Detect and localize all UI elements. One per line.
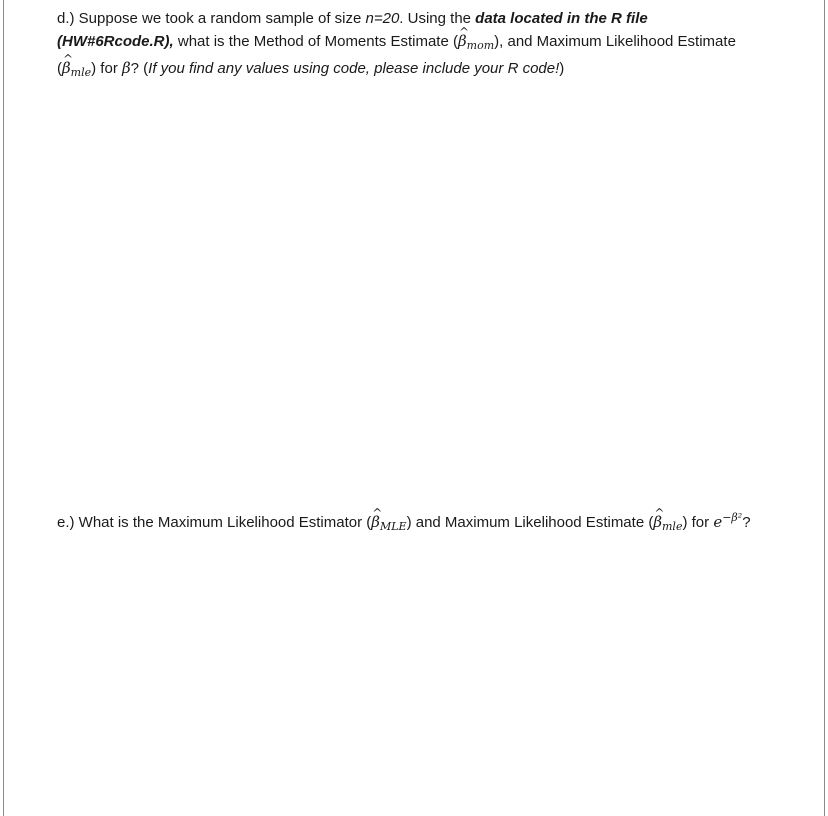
page-border-right <box>824 0 825 816</box>
question-e-mid: ) and Maximum Likelihood Estimate ( <box>406 514 654 531</box>
question-e-line-1 <box>57 507 751 538</box>
question-d-prefix: d.) Suppose we took a random sample of size <box>57 10 366 27</box>
question-e-end: ? <box>742 514 751 531</box>
MLE-subscript: MLE <box>379 520 407 533</box>
question-d-mle-text: ), and Maximum Likelihood Estimate <box>494 33 736 50</box>
open-paren: ( <box>57 60 62 77</box>
question-e-for: ) for <box>682 514 714 531</box>
question-d-line-1 <box>57 8 736 30</box>
mle-subscript: mle <box>70 66 92 79</box>
r-file-emphasis: data located in the R file <box>475 10 648 27</box>
question-d-line-2 <box>57 30 736 57</box>
question-d-for: ) for <box>91 60 122 77</box>
sample-size: n=20 <box>365 10 400 27</box>
beta-symbol: β <box>121 59 131 77</box>
mle-subscript-e: mle <box>662 520 683 533</box>
beta-hat-mle-e: ^ β <box>653 511 662 533</box>
question-d-line-3 <box>57 57 736 84</box>
question-d-mid: . Using the <box>399 10 476 27</box>
beta-hat-MLE: ^ β <box>371 511 380 533</box>
r-file-name: (HW#6Rcode.R), <box>57 33 174 50</box>
exp-exponent: −β² <box>722 511 743 524</box>
mom-subscript: mom <box>466 39 495 52</box>
exp-base: e <box>713 513 723 531</box>
question-mark: ? ( <box>130 60 149 77</box>
beta-hat-mom: ^ β <box>458 30 467 52</box>
question-e-prefix: e.) What is the Maximum Likelihood Estimator ( <box>57 514 372 531</box>
question-d <box>57 8 736 84</box>
page-border-left <box>3 0 4 816</box>
beta-hat-mle: ^ β <box>62 57 71 79</box>
question-e <box>57 507 751 538</box>
code-note: If you find any values using code, please include your R code! <box>148 60 560 77</box>
close-paren: ) <box>559 60 565 77</box>
question-d-mom-text: what is the Method of Moments Estimate ( <box>173 33 458 50</box>
